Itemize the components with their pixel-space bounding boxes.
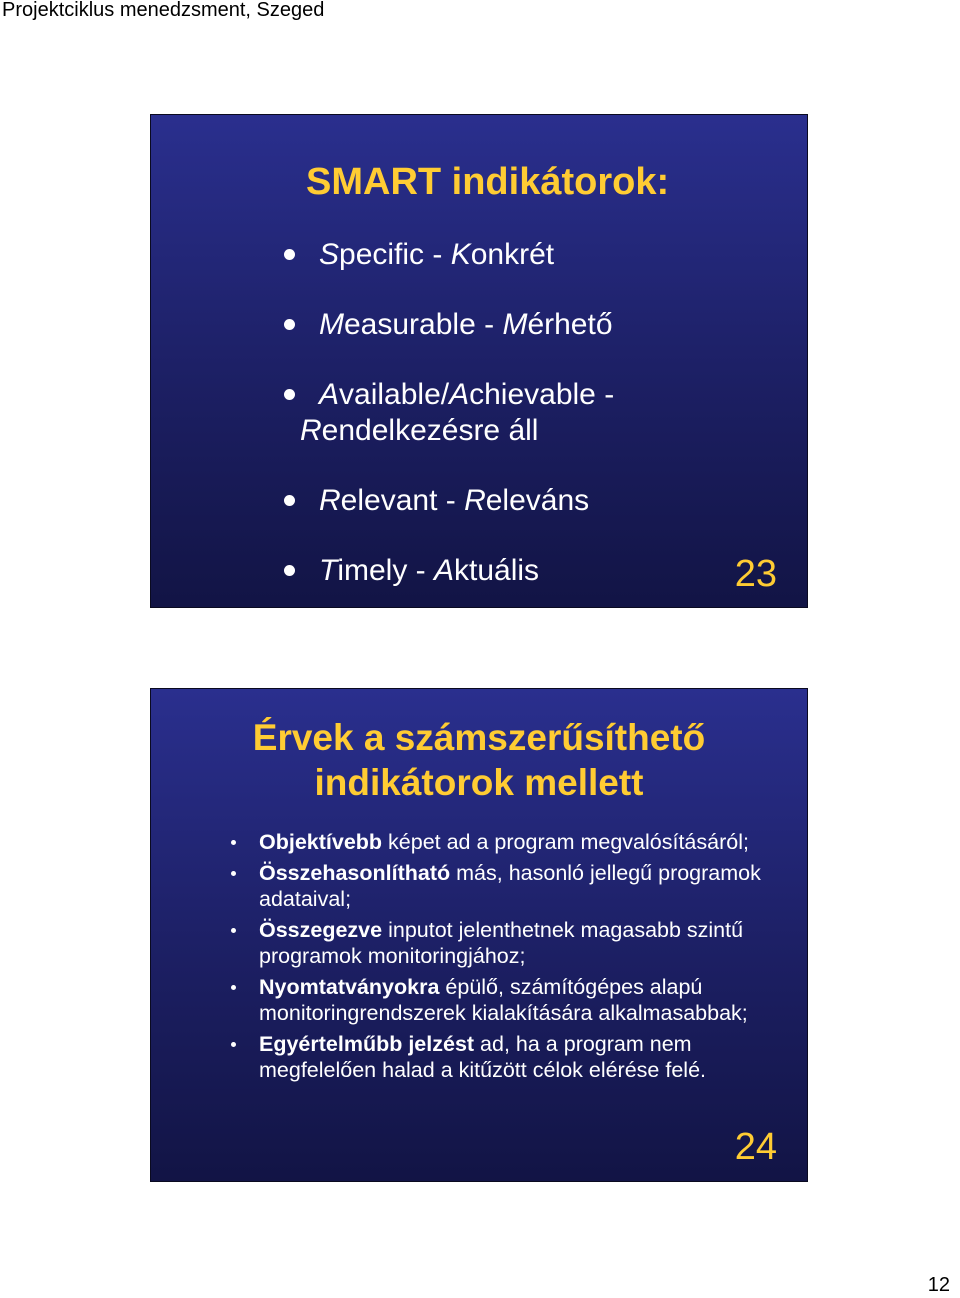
initial-letter: R (300, 414, 322, 447)
initial-letter: R (319, 484, 341, 517)
item-text: épülő, számítógépes alapú monitoringrendszerek kialakítására alkalmasabbak; (259, 975, 748, 1025)
list-item (227, 974, 797, 1026)
item-text: elevant - (340, 484, 465, 517)
initial-letter: M (319, 308, 344, 341)
list-item (282, 553, 782, 589)
item-text: eleváns (485, 484, 590, 517)
list-item (227, 860, 797, 912)
title-line: indikátorok mellett (314, 762, 644, 803)
item-bold: Egyértelműbb jelzést (259, 1032, 475, 1056)
item-bold: Összehasonlítható (259, 861, 451, 885)
item-text: pecific - (339, 238, 451, 271)
slide-number: 23 (734, 553, 777, 595)
item-text: chievable - (469, 378, 615, 411)
initial-letter: A (319, 378, 340, 411)
list-item (282, 377, 782, 449)
initial-letter: M (502, 308, 528, 341)
item-text: vailable/ (339, 378, 450, 411)
item-text: imely - (337, 554, 434, 587)
item-text: easurable - (344, 308, 503, 341)
bullet-list (227, 829, 797, 1088)
item-text: képet ad a program megvalósításáról; (382, 830, 749, 854)
initial-letter: T (319, 554, 338, 587)
slide-title (151, 715, 807, 805)
list-item (227, 1031, 797, 1083)
item-text: inputot jelenthetnek magasabb szintű programok monitoringjához; (259, 918, 744, 968)
item-bold: Nyomtatványokra (259, 975, 440, 999)
slide-smart-indicators (150, 114, 808, 608)
wrapped-line (300, 413, 782, 449)
item-bold: Összegezve (259, 918, 383, 942)
slide-number: 24 (734, 1126, 777, 1168)
initial-letter: K (450, 238, 471, 271)
item-text: érhető (527, 308, 613, 341)
slide-quantifiable-indicators (150, 688, 808, 1182)
bullet-list (282, 237, 782, 623)
list-item (282, 483, 782, 519)
page-number: 12 (927, 1274, 950, 1296)
list-item (282, 237, 782, 273)
slide-title: SMART indikátorok: (306, 161, 670, 203)
item-text: ktuális (454, 554, 540, 587)
item-bold: Objektívebb (259, 830, 383, 854)
initial-letter: R (464, 484, 486, 517)
item-text: más, hasonló jellegű programok adataival; (259, 861, 761, 911)
item-text: onkrét (470, 238, 555, 271)
item-text: endelkezésre áll (321, 414, 539, 447)
list-item (227, 917, 797, 969)
page-header: Projektciklus menedzsment, Szeged (2, 0, 325, 21)
list-item (282, 307, 782, 343)
initial-letter: S (319, 238, 340, 271)
item-text: ad, ha a program nem megfelelően halad a kitűzött célok elérése felé. (259, 1032, 706, 1082)
title-line: Érvek a számszerűsíthető (252, 717, 706, 758)
initial-letter: A (449, 378, 470, 411)
list-item (227, 829, 797, 855)
initial-letter: A (434, 554, 455, 587)
